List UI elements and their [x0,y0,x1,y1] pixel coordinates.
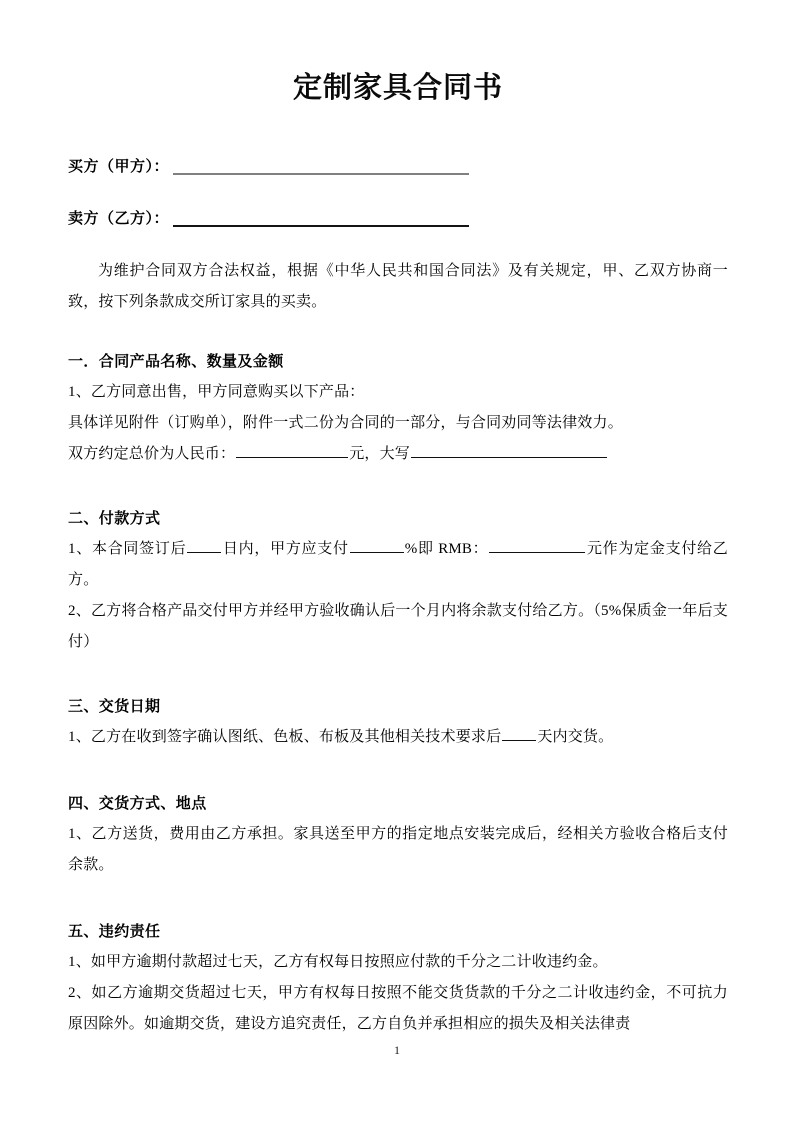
section-1-heading: 一．合同产品名称、数量及金额 [68,354,284,370]
page-title: 定制家具合同书 [292,72,503,104]
section-5-item-2: 2、如乙方逾期交货超过七天，甲方有权每日按照不能交货货款的千分之二计收违约金，不可抗力原因除外。如逾期交货，建设方追究责任，乙方自负并承担相应的损失及相关法律责 [68,985,728,1032]
section-1-item-3 [68,439,728,470]
section-1-item-2: 具体详见附件（订购单），附件一式二份为合同的一部分，与合同劝同等法律效力。 [68,415,623,431]
page-number: 1 [394,1043,400,1057]
delivery-days-tail-label: 天内交货。 [537,729,614,745]
deposit-tail-label: 元作为定金支付给乙方。 [68,541,728,588]
section-5-heading: 五、违约责任 [68,924,161,940]
buyer-label: 买方（甲方）： [68,159,170,175]
total-price-words-blank[interactable] [411,442,607,458]
section-3-item-1 [68,722,728,753]
seller-fill-line[interactable] [173,225,469,227]
deposit-amount-blank[interactable] [489,537,585,553]
section-2-item-2: 2、乙方将合格产品交付甲方并经甲方验收确认后一个月内将余款支付给乙方。（5%保质金一年后支付） [68,603,728,650]
delivery-days-label: 1、乙方在收到签字确认图纸、色板、布板及其他相关技术要求后 [68,729,502,745]
section-3-heading: 三、交货日期 [68,699,161,715]
deposit-days-label: 1、本合同签订后 [68,541,187,557]
deposit-rmb-label: %即 RMB： [404,541,489,557]
seller-row [68,204,728,234]
total-price-label: 双方约定总价为人民币： [68,446,236,462]
section-2-heading: 二、付款方式 [68,511,161,527]
section-2-item-1 [68,534,728,596]
deposit-percent-blank[interactable] [350,537,404,553]
seller-label: 卖方（乙方）： [68,211,170,227]
document-body [68,0,728,1040]
section-5-item-1: 1、如甲方逾期付款超过七天，乙方有权每日按照应付款的千分之二计收违约金。 [68,954,608,970]
party-block [68,152,728,234]
deposit-percent-label: 日内，甲方应支付 [222,541,349,557]
delivery-days-blank[interactable] [502,725,536,741]
section-1-item-1: 1、乙方同意出售，甲方同意购买以下产品： [68,384,365,400]
buyer-row [68,152,728,182]
section-4-item-1: 1、乙方送货，费用由乙方承担。家具送至甲方的指定地点安装完成后，经相关方验收合格后支付余款。 [68,826,728,873]
buyer-fill-line[interactable] [173,173,469,175]
section-4-heading: 四、交货方式、地点 [68,796,207,812]
total-price-blank[interactable] [236,442,348,458]
deposit-days-blank[interactable] [187,537,221,553]
total-price-unit-label: 元，大写 [349,446,411,462]
preamble-paragraph: 为维护合同双方合法权益，根据《中华人民共和国合同法》及有关规定，甲、乙双方协商一致，按下列条款成交所订家具的买卖。 [68,263,728,310]
